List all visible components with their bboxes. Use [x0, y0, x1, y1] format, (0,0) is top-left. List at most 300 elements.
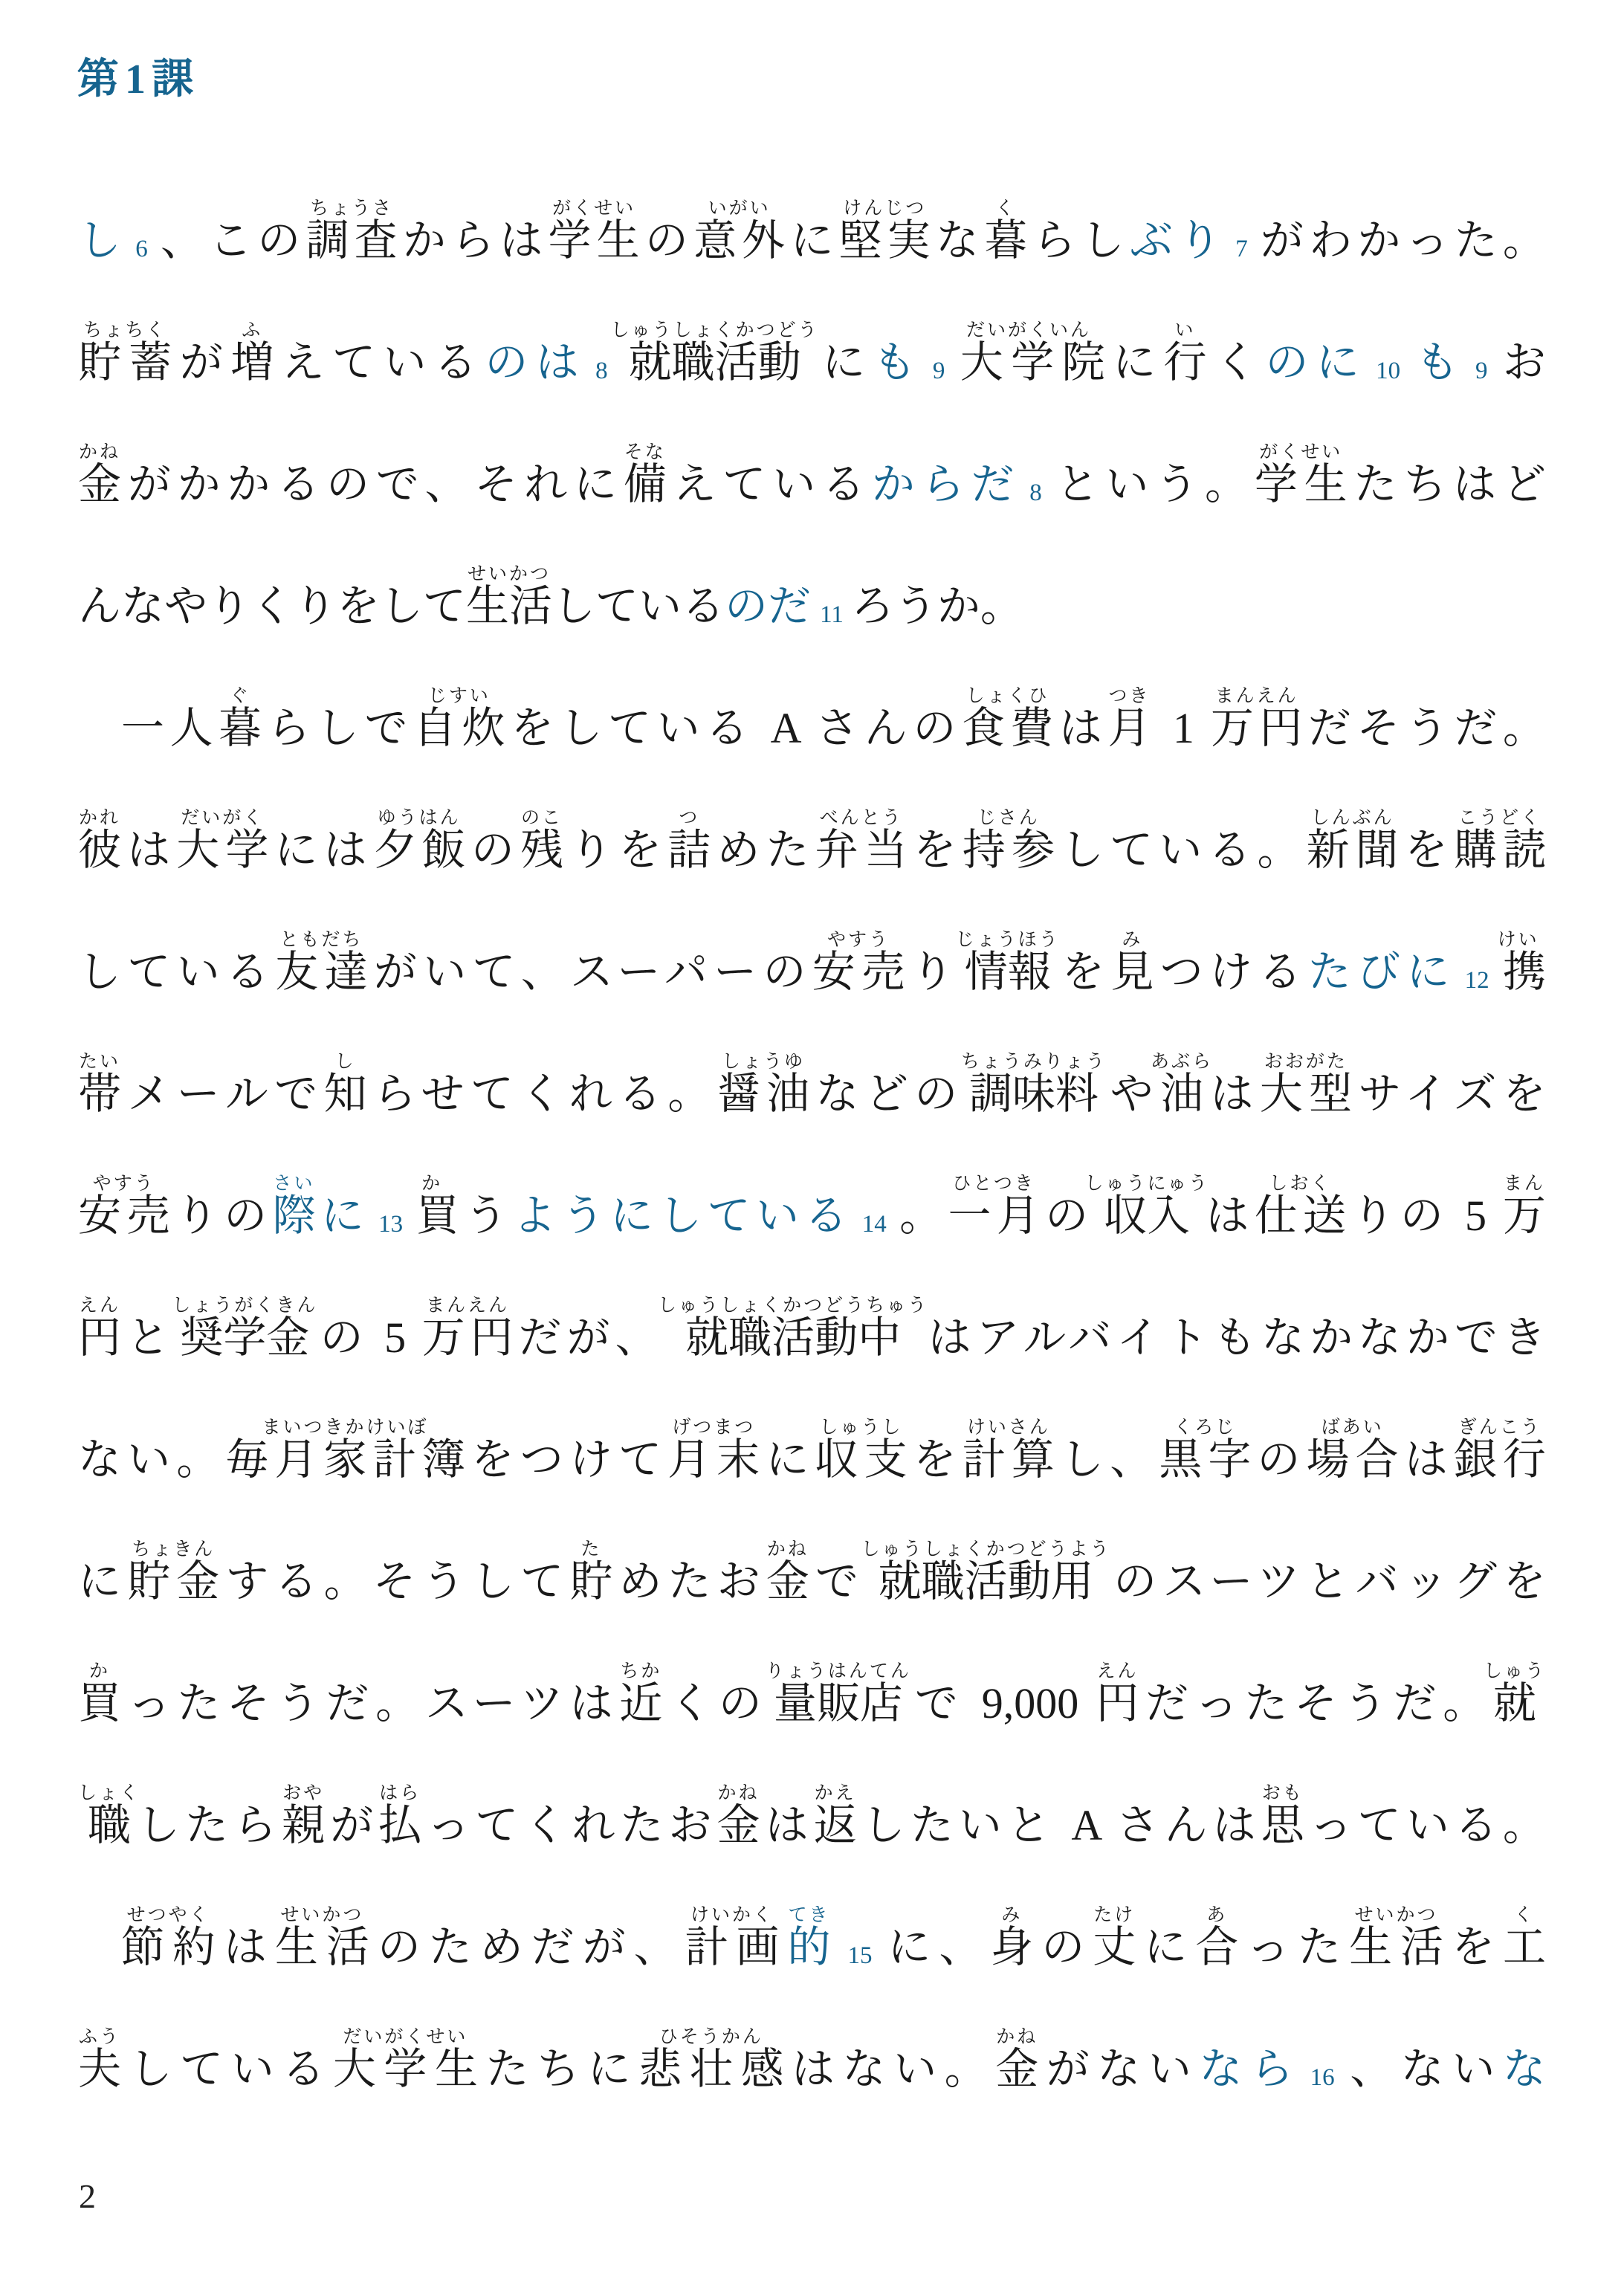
ruby-base: 就 [1483, 1679, 1546, 1727]
text-segment: ない。 [78, 1435, 226, 1484]
ruby-base: 備 [623, 460, 673, 508]
ruby-base: 量販店 [765, 1679, 911, 1727]
note-number: 9 [932, 358, 945, 384]
text-segment [995, 2027, 1046, 2093]
furigana: じさん [962, 808, 1055, 828]
page-number: 2 [79, 2177, 96, 2215]
ruby-base: 一月 [948, 1192, 1046, 1240]
text-segment [372, 808, 471, 874]
furigana: おも [1261, 1783, 1304, 1803]
furigana: か [410, 1174, 454, 1194]
text-segment: に [814, 338, 873, 387]
furigana: しょうがくきん [172, 1296, 318, 1316]
furigana: たい [78, 1052, 122, 1072]
text-segment [78, 2027, 129, 2093]
furigana: こうどく [1453, 808, 1546, 828]
text-segment: に [790, 216, 839, 265]
ruby-base: 買 [410, 1192, 465, 1240]
text-segment: などの [815, 1070, 964, 1118]
text-segment [990, 1905, 1042, 1971]
text-segment: めた [716, 826, 815, 874]
furigana: のこ [520, 808, 563, 828]
text-segment: の [1041, 1923, 1093, 1971]
text-segment [78, 320, 180, 387]
furigana: ふ [230, 320, 274, 340]
furigana: あぶら [1151, 1052, 1214, 1072]
ruby-base: 貯蓄 [78, 338, 180, 387]
furigana: しゅうしょくかつどう [610, 320, 819, 340]
text-line [78, 1155, 1546, 1277]
text-segment: が [330, 1801, 379, 1849]
furigana: しゅうしょくかつどうよう [861, 1539, 1111, 1559]
text-line [78, 546, 1546, 668]
text-segment [78, 808, 128, 874]
ruby-base: 生活 [274, 1923, 378, 1971]
text-segment [282, 1783, 331, 1849]
text-segment: がわかった。 [1255, 216, 1546, 265]
text-segment [619, 1661, 670, 1727]
text-line [78, 1399, 1546, 1521]
ruby-base: 際 [272, 1192, 321, 1240]
furigana: ぎんこう [1453, 1418, 1546, 1438]
text-segment: のスーツとバッグを [1107, 1557, 1546, 1606]
furigana: げつまつ [667, 1418, 760, 1438]
text-segment: し、 [1061, 1435, 1159, 1484]
text-segment [172, 1296, 318, 1362]
ruby-base: 自炊 [413, 704, 511, 752]
ruby-base: 黒字 [1159, 1435, 1258, 1484]
text-segment [623, 442, 673, 508]
text-segment [332, 2027, 486, 2093]
ruby-base: 生活 [1349, 1923, 1452, 1971]
ruby-base: 学生 [1254, 460, 1354, 508]
text-segment [685, 1905, 788, 1971]
text-segment: という。 [1049, 460, 1255, 508]
furigana: だいがくせい [332, 2027, 478, 2047]
furigana: かね [766, 1539, 809, 1559]
text-segment: 。 [893, 1192, 948, 1240]
text-segment: えている [673, 460, 872, 508]
text-segment: えている [281, 338, 485, 387]
text-segment: に [1113, 338, 1164, 387]
text-segment: を [913, 1435, 963, 1484]
text-segment: に [1144, 1923, 1196, 1971]
text-segment [78, 1296, 126, 1362]
furigana: まん [1502, 1174, 1546, 1194]
ruby-base: 貯 [569, 1557, 619, 1606]
furigana: りょうはんてん [765, 1661, 911, 1681]
text-segment [861, 1539, 1111, 1606]
text-segment [1502, 1905, 1546, 1971]
text-segment [952, 320, 1113, 387]
text-segment: している [129, 2045, 333, 2093]
grammar-point: な [1502, 2045, 1546, 2093]
ruby-base: 奨学金 [172, 1313, 318, 1362]
text-segment [274, 1905, 378, 1971]
furigana: おや [282, 1783, 326, 1803]
text-line [78, 2008, 1546, 2130]
text-segment [466, 564, 553, 630]
furigana: み [990, 1905, 1034, 1925]
text-segment: がかかるので、それに [127, 460, 624, 508]
text-segment: は [1204, 1070, 1260, 1118]
ruby-base: 節約 [121, 1923, 224, 1971]
ruby-base: 学生 [548, 216, 645, 265]
text-segment: らしで [267, 704, 414, 752]
text-segment: くの [669, 1679, 769, 1727]
text-segment: に [78, 1557, 128, 1606]
furigana: しゅうにゅう [1084, 1174, 1210, 1194]
furigana: せつやく [121, 1905, 216, 1925]
ruby-base: 意外 [693, 216, 791, 265]
ruby-base: 思 [1261, 1801, 1310, 1849]
furigana: くろじ [1159, 1418, 1252, 1438]
ruby-base: 合 [1195, 1923, 1247, 1971]
furigana: えん [1096, 1661, 1139, 1681]
text-segment: は [1200, 1192, 1255, 1240]
text-segment [813, 1783, 862, 1849]
furigana: しょうゆ [716, 1052, 810, 1072]
grammar-point: し [78, 216, 127, 265]
text-segment [225, 1418, 471, 1484]
note-number: 15 [847, 1942, 873, 1969]
ruby-base: 行 [1163, 338, 1214, 387]
ruby-base: 毎月家計簿 [225, 1435, 471, 1484]
text-segment: を [1055, 948, 1111, 996]
text-segment [323, 1052, 373, 1118]
text-line [78, 789, 1546, 911]
furigana: がくせい [1254, 442, 1348, 462]
text-segment [230, 320, 282, 387]
ruby-base: 近 [619, 1679, 670, 1727]
text-segment: りを [569, 826, 668, 874]
text-segment [219, 686, 268, 752]
text-segment: は [1058, 704, 1108, 752]
furigana: だいがくいん [952, 320, 1105, 340]
furigana: かね [78, 442, 122, 462]
grammar-point: も [873, 338, 924, 387]
furigana: く [984, 198, 1028, 219]
text-segment [1110, 930, 1160, 996]
text-segment: している [78, 948, 276, 996]
text-segment: メールで [127, 1070, 324, 1118]
text-segment [838, 198, 936, 265]
ruby-base: 彼 [78, 826, 128, 874]
ruby-base: 醤油 [716, 1070, 816, 1118]
text-segment: らし [1032, 216, 1130, 265]
text-segment: の [1045, 1192, 1094, 1240]
furigana: せいかつ [274, 1905, 369, 1925]
ruby-base: 収支 [815, 1435, 913, 1484]
ruby-base: 友達 [275, 948, 374, 996]
text-segment: お [1495, 338, 1546, 387]
furigana: しんぶん [1306, 808, 1399, 828]
grammar-point [272, 1174, 321, 1240]
grammar-point: からだ [871, 460, 1021, 508]
text-segment [421, 1296, 519, 1362]
note-number: 7 [1235, 236, 1248, 262]
ruby-base: 職 [78, 1801, 141, 1849]
text-segment [78, 1661, 128, 1727]
grammar-point: も [1408, 338, 1466, 387]
ruby-base: 増 [230, 338, 282, 387]
grammar-point: のだ [725, 582, 812, 630]
text-segment: っている。 [1309, 1801, 1546, 1849]
text-segment [815, 1418, 913, 1484]
text-segment [1259, 1052, 1359, 1118]
furigana: せいかつ [1349, 1905, 1444, 1925]
ruby-base: 金 [995, 2045, 1046, 2093]
furigana: けんじつ [838, 198, 931, 219]
ruby-base: 生活 [466, 582, 553, 630]
furigana: た [569, 1539, 613, 1559]
text-segment: は [1404, 1435, 1454, 1484]
furigana: か [78, 1661, 122, 1681]
ruby-base: 万 [1502, 1192, 1546, 1240]
text-segment [1093, 1905, 1145, 1971]
text-segment [716, 1783, 766, 1849]
text-segment [667, 808, 717, 874]
text-segment: は [223, 1923, 275, 1971]
text-segment: がいて、スーパーの [373, 948, 812, 996]
text-segment [1453, 1418, 1546, 1484]
furigana: やすう [78, 1174, 170, 1194]
ruby-base: 大学生 [332, 2045, 486, 2093]
text-segment [569, 1539, 619, 1606]
text-segment: を [913, 826, 963, 874]
text-segment: 、ない [1342, 2045, 1503, 2093]
text-segment: している [552, 582, 725, 630]
ruby-base: 親 [282, 1801, 331, 1849]
ruby-base: 月 [1107, 704, 1156, 752]
ruby-base: 調査 [305, 216, 403, 265]
grammar-point: ようにしている [513, 1192, 853, 1240]
text-line [78, 180, 1546, 302]
text-segment [693, 198, 791, 265]
ruby-base: 円 [1096, 1679, 1146, 1727]
text-segment [1502, 1174, 1546, 1240]
ruby-base: 詰 [667, 826, 717, 874]
furigana: けいかく [685, 1905, 780, 1925]
ruby-base: 弁当 [815, 826, 913, 874]
text-segment: に、 [879, 1923, 991, 1971]
ruby-base: 工 [1502, 1923, 1546, 1971]
text-segment [716, 1052, 816, 1118]
note-number: 11 [820, 601, 844, 628]
ruby-base: 情報 [955, 948, 1060, 996]
text-segment: く [1214, 338, 1266, 387]
text-segment: たちはど [1353, 460, 1546, 508]
ruby-base: 仕送 [1254, 1192, 1352, 1240]
furigana: おおがた [1259, 1052, 1353, 1072]
text-segment [176, 808, 275, 874]
text-segment: んなやりくりをして [78, 582, 467, 630]
text-segment: の 5 [314, 1313, 422, 1362]
text-segment: を [1452, 1923, 1503, 1971]
text-segment: な [936, 216, 985, 265]
furigana: ちょうさ [305, 198, 398, 219]
text-line [78, 1887, 1546, 2008]
text-segment [667, 1418, 766, 1484]
furigana: ちょちく [78, 320, 172, 340]
grammar-point: に [320, 1192, 370, 1240]
furigana: さい [272, 1174, 316, 1194]
text-segment [1254, 442, 1354, 508]
text-line [78, 911, 1546, 1033]
ruby-base: 持参 [962, 826, 1061, 874]
furigana: い [1163, 320, 1207, 340]
note-number: 13 [378, 1211, 404, 1238]
text-segment [121, 1905, 224, 1971]
ruby-base: 金 [716, 1801, 766, 1849]
text-segment [1306, 1418, 1405, 1484]
ruby-base: 月末 [667, 1435, 766, 1484]
ruby-base: 堅実 [838, 216, 936, 265]
text-segment: に [766, 1435, 815, 1484]
text-segment: らせてくれる。 [373, 1070, 717, 1118]
furigana: し [323, 1052, 367, 1072]
document-body [78, 180, 1546, 2130]
text-segment: はアルバイトもなかなかでき [922, 1313, 1546, 1362]
text-segment: は [765, 1801, 814, 1849]
furigana: つき [1107, 686, 1151, 706]
ruby-base: 収入 [1084, 1192, 1210, 1240]
ruby-base: 銀行 [1453, 1435, 1546, 1484]
furigana: えん [78, 1296, 122, 1316]
text-segment: をしている A さんの [511, 704, 962, 752]
text-segment: の [1257, 1435, 1307, 1484]
ruby-base: 暮 [219, 704, 268, 752]
text-segment [962, 808, 1061, 874]
furigana: いがい [693, 198, 786, 219]
ruby-base: 就職活動中 [658, 1313, 929, 1362]
furigana: かね [716, 1783, 760, 1803]
text-segment [610, 320, 819, 387]
note-number: 12 [1464, 967, 1489, 994]
text-segment [1210, 686, 1308, 752]
ruby-base: 返 [813, 1801, 862, 1849]
text-segment [1483, 1661, 1546, 1727]
text-segment [1496, 930, 1546, 996]
text-segment [1349, 1905, 1452, 1971]
text-segment: と [126, 1313, 175, 1362]
text-segment: をつけて [470, 1435, 668, 1484]
text-segment: ったそうだ。スーツは [127, 1679, 620, 1727]
ruby-base: 調味料 [960, 1070, 1107, 1118]
grammar-point [787, 1905, 839, 1971]
text-segment: だったそうだ。 [1145, 1679, 1492, 1727]
note-number: 16 [1310, 2064, 1335, 2091]
text-segment [1453, 808, 1546, 874]
note-number: 6 [135, 236, 148, 262]
text-segment [812, 930, 911, 996]
text-line [78, 1765, 1546, 1887]
furigana: しおく [1254, 1174, 1347, 1194]
ruby-base: 計算 [962, 1435, 1061, 1484]
text-segment: 、この [155, 216, 306, 265]
ruby-base: 円 [78, 1313, 126, 1362]
note-number: 9 [1475, 358, 1488, 384]
text-line [78, 1643, 1546, 1765]
furigana: ちょうみりょう [960, 1052, 1107, 1072]
ruby-base: 大型 [1259, 1070, 1359, 1118]
grammar-point: のは [485, 338, 587, 387]
ruby-base: 知 [323, 1070, 373, 1118]
ruby-base: 万円 [1210, 704, 1308, 752]
text-line [78, 302, 1546, 424]
ruby-base: 身 [990, 1923, 1042, 1971]
furigana: べんとう [815, 808, 908, 828]
text-segment [1096, 1661, 1146, 1727]
text-segment [1084, 1174, 1210, 1240]
furigana: ちか [619, 1661, 663, 1681]
furigana: つ [667, 808, 711, 828]
text-segment: で 9,000 [908, 1679, 1096, 1727]
text-segment [1151, 1052, 1214, 1118]
grammar-point: なら [1199, 2045, 1301, 2093]
text-segment [766, 1539, 816, 1606]
furigana: ちょきん [127, 1539, 220, 1559]
text-segment: の [644, 216, 694, 265]
text-segment: はない。 [791, 2045, 996, 2093]
text-segment: のためだが、 [377, 1923, 685, 1971]
furigana: ぐ [219, 686, 262, 706]
furigana: ともだち [275, 930, 368, 950]
ruby-base: 買 [78, 1679, 128, 1727]
text-segment: は [127, 826, 177, 874]
furigana: ゆうはん [372, 808, 465, 828]
ruby-base: 購読 [1453, 826, 1546, 874]
text-segment [962, 1418, 1061, 1484]
ruby-base: 金 [78, 460, 128, 508]
text-segment: つける [1159, 948, 1308, 996]
furigana: せいかつ [466, 564, 553, 584]
ruby-base: 的 [787, 1923, 839, 1971]
furigana: まんえん [421, 1296, 514, 1316]
furigana: かえ [813, 1783, 857, 1803]
furigana: けいさん [962, 1418, 1055, 1438]
ruby-base: 払 [378, 1801, 427, 1849]
furigana: じょうほう [955, 930, 1060, 950]
ruby-base: 新聞 [1306, 826, 1405, 874]
text-segment: で [815, 1557, 865, 1606]
ruby-base: 就職活動 [610, 338, 819, 387]
ruby-base: 食費 [961, 704, 1059, 752]
text-segment: だそうだ。 [1307, 704, 1546, 752]
text-segment [305, 198, 403, 265]
text-segment: めたお [618, 1557, 766, 1606]
text-segment: する。そうして [225, 1557, 570, 1606]
furigana: み [1110, 930, 1154, 950]
text-segment [961, 686, 1059, 752]
text-segment [1107, 686, 1156, 752]
furigana: しゅうしょくかつどうちゅう [658, 1296, 929, 1316]
text-segment [78, 442, 128, 508]
text-segment: を [1404, 826, 1454, 874]
text-segment [1195, 1905, 1247, 1971]
text-segment [78, 1783, 141, 1849]
ruby-base: 悲壮感 [638, 2045, 792, 2093]
text-segment: や [1104, 1070, 1159, 1118]
ruby-base: 貯金 [127, 1557, 226, 1606]
text-segment [1163, 320, 1214, 387]
text-segment: には [274, 826, 373, 874]
furigana: ひそうかん [638, 2027, 784, 2047]
text-line [78, 1521, 1546, 1643]
text-line [78, 1033, 1546, 1155]
text-segment: している。 [1061, 826, 1307, 874]
furigana: まいつきかけいぼ [225, 1418, 465, 1438]
